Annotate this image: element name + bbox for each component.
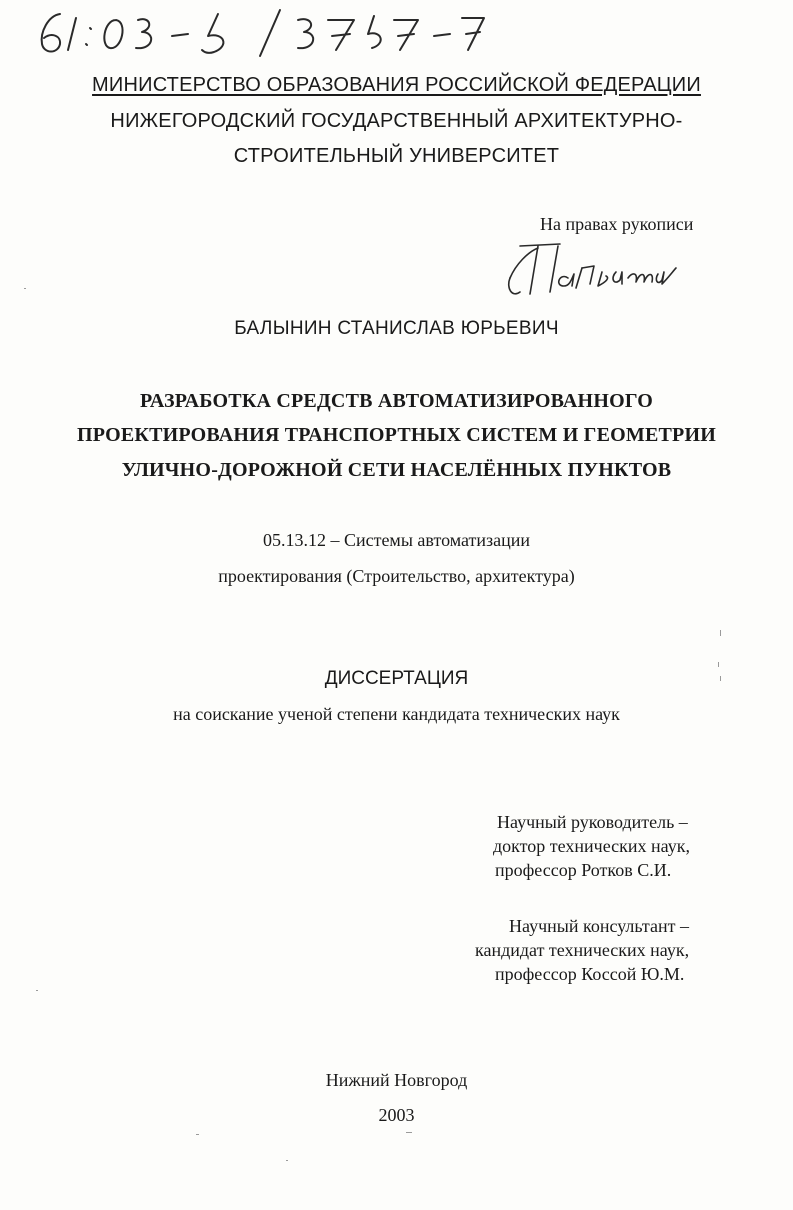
- university-line-2: СТРОИТЕЛЬНЫЙ УНИВЕРСИТЕТ: [233, 145, 560, 167]
- dissertation-title-line-3: УЛИЧНО-ДОРОЖНОЙ СЕТИ НАСЕЛЁННЫХ ПУНКТОВ: [121, 459, 672, 481]
- city: Нижний Новгород: [325, 1070, 468, 1090]
- author-signature: [498, 238, 688, 302]
- dissertation-title-line-1: РАЗРАБОТКА СРЕДСТВ АВТОМАТИЗИРОВАННОГО: [139, 390, 654, 412]
- degree-statement: на соискание ученой степени кандидата технических наук: [173, 704, 620, 724]
- consultant-name: профессор Коссой Ю.М.: [495, 964, 685, 984]
- manuscript-rights-note: На правах рукописи: [540, 214, 694, 234]
- supervisor-name: профессор Ротков С.И.: [495, 860, 672, 880]
- handwritten-archive-number: [28, 6, 488, 58]
- supervisor-role: Научный руководитель –: [497, 812, 688, 832]
- consultant-role: Научный консультант –: [509, 916, 689, 936]
- year: 2003: [378, 1105, 415, 1125]
- university-line-1: НИЖЕГОРОДСКИЙ ГОСУДАРСТВЕННЫЙ АРХИТЕКТУРНО-: [110, 110, 683, 132]
- consultant-degree: кандидат технических наук,: [475, 940, 690, 960]
- ministry-name: МИНИСТЕРСТВО ОБРАЗОВАНИЯ РОССИЙСКОЙ ФЕДЕРАЦИИ: [92, 74, 701, 96]
- dissertation-title-line-2: ПРОЕКТИРОВАНИЯ ТРАНСПОРТНЫХ СИСТЕМ И ГЕОМЕТРИИ: [77, 424, 716, 446]
- document-type: ДИССЕРТАЦИЯ: [324, 668, 469, 689]
- specialty-line-2: проектирования (Строительство, архитектура): [218, 566, 575, 586]
- ministry-line-1: [0, 74, 793, 97]
- supervisor-degree: доктор технических наук,: [493, 836, 690, 856]
- author-name: БАЛЫНИН СТАНИСЛАВ ЮРЬЕВИЧ: [234, 318, 559, 339]
- specialty-line-1: 05.13.12 – Системы автоматизации: [262, 530, 531, 550]
